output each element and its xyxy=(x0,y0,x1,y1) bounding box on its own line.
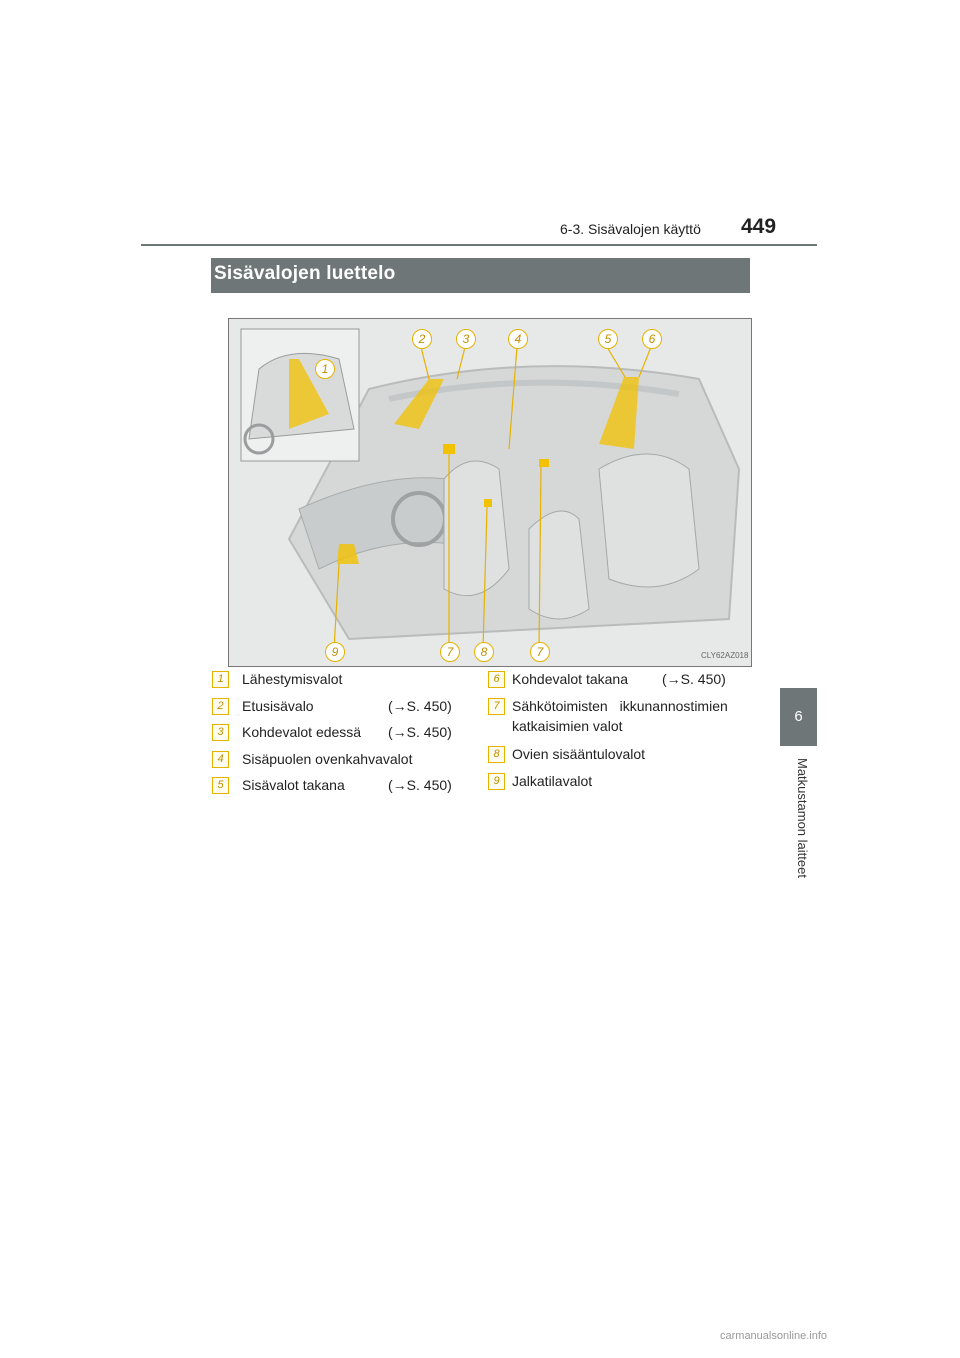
page-reference-link[interactable]: (→S. 450) xyxy=(388,698,452,714)
list-item xyxy=(212,724,472,744)
watermark: carmanualsonline.info xyxy=(720,1330,828,1342)
item-number: 4 xyxy=(212,751,229,768)
item-label: Ovien sisääntulovalot xyxy=(512,746,646,762)
list-item xyxy=(488,671,750,691)
item-number: 1 xyxy=(212,671,229,688)
item-label-continued: katkaisimien valot xyxy=(512,718,623,734)
item-label: Jalkatilavalot xyxy=(512,773,593,789)
chapter-title: 6-3. Sisävalojen käyttö xyxy=(560,221,701,237)
item-label: Sisäpuolen ovenkahvavalot xyxy=(242,751,413,767)
chapter-tab-label: Matkustamon laitteet xyxy=(795,758,810,878)
list-item xyxy=(212,698,472,718)
item-number: 2 xyxy=(212,698,229,715)
interior-lights-illustration xyxy=(228,318,752,667)
callout-6: 6 xyxy=(642,329,662,349)
list-item xyxy=(212,751,472,771)
callout-5: 5 xyxy=(598,329,618,349)
item-label: Kohdevalot edessä xyxy=(242,724,362,740)
figure-code: CLY62AZ018 xyxy=(701,651,749,660)
callout-8: 8 xyxy=(474,642,494,662)
item-number: 9 xyxy=(488,773,505,790)
item-label: Lähestymisvalot xyxy=(242,671,343,687)
callout-3: 3 xyxy=(456,329,476,349)
item-label: Etusisävalo xyxy=(242,698,314,714)
callout-7-left: 7 xyxy=(440,642,460,662)
callout-1: 1 xyxy=(315,359,335,379)
callout-2: 2 xyxy=(412,329,432,349)
callout-4: 4 xyxy=(508,329,528,349)
light-list-right xyxy=(488,671,750,801)
item-label: Sähkötoimisten ikkunannostimien xyxy=(512,698,728,714)
list-item xyxy=(488,746,750,766)
item-label: Kohdevalot takana xyxy=(512,671,628,687)
item-number: 3 xyxy=(212,724,229,741)
page-reference-link[interactable]: (→S. 450) xyxy=(662,671,726,687)
header-divider xyxy=(141,244,817,246)
callout-7-right: 7 xyxy=(530,642,550,662)
chapter-tab[interactable]: 6 xyxy=(780,688,817,746)
light-list-left xyxy=(212,671,472,801)
item-label: Sisävalot takana xyxy=(242,777,345,793)
item-number: 6 xyxy=(488,671,505,688)
page-reference-link[interactable]: (→S. 450) xyxy=(388,777,452,793)
list-item xyxy=(488,698,750,738)
list-item xyxy=(212,777,472,797)
car-interior-diagram xyxy=(229,319,751,666)
list-item xyxy=(212,671,472,691)
page-reference-link[interactable]: (→S. 450) xyxy=(388,724,452,740)
item-number: 7 xyxy=(488,698,505,715)
callout-9: 9 xyxy=(325,642,345,662)
page-number: 449 xyxy=(741,215,777,238)
item-number: 8 xyxy=(488,746,505,763)
section-title: Sisävalojen luettelo xyxy=(214,263,396,284)
list-item xyxy=(488,773,750,793)
item-number: 5 xyxy=(212,777,229,794)
